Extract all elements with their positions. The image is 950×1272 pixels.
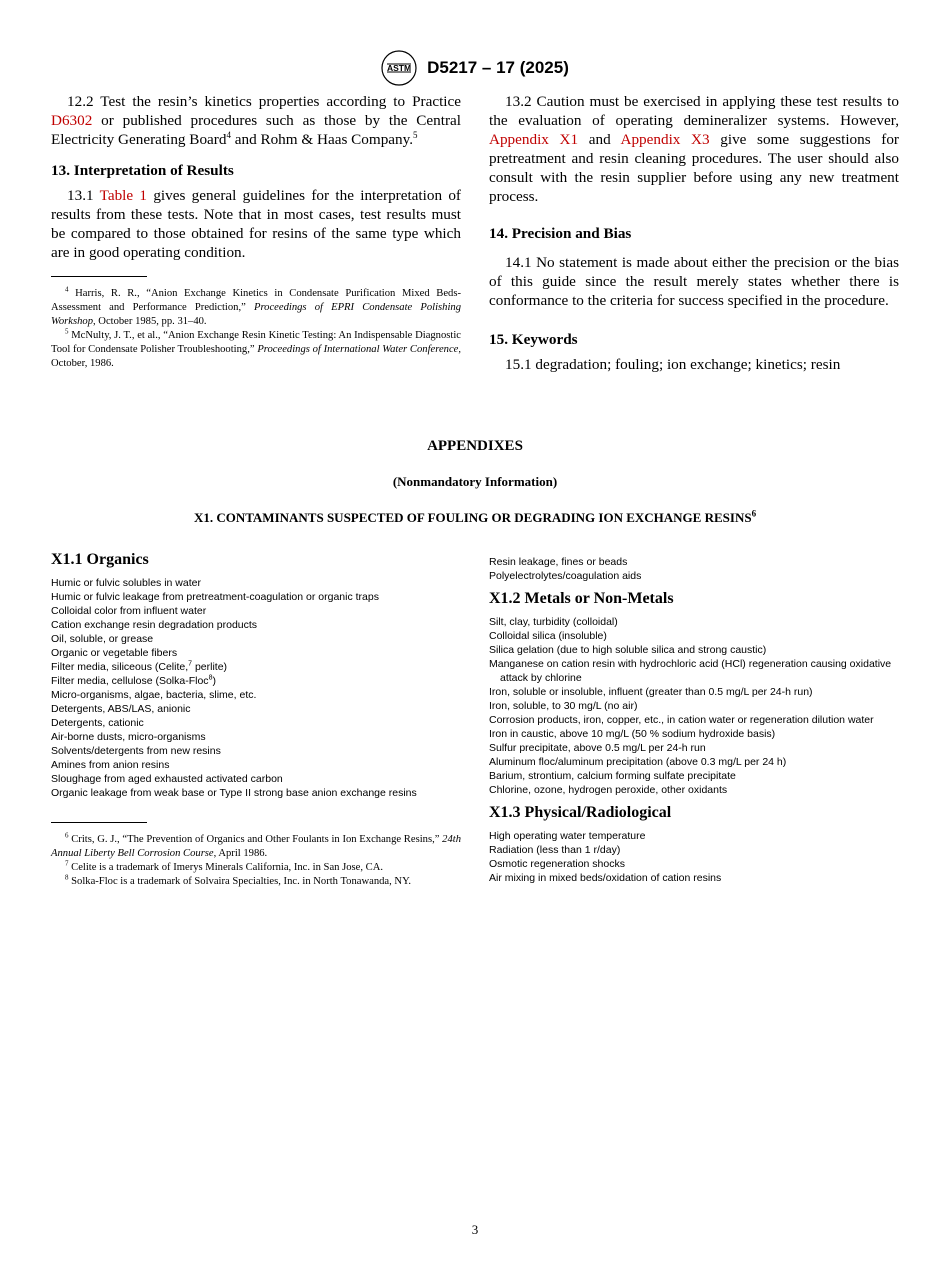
footnote-divider	[51, 822, 147, 823]
list-item: Oil, soluble, or grease	[51, 633, 154, 645]
list-item: Cation exchange resin degradation products	[51, 619, 258, 631]
footnote-ref-7[interactable]: 7	[188, 660, 193, 668]
appendix-x1-link[interactable]: Appendix X1	[489, 131, 579, 148]
paragraph-15-1: 15.1 degradation; fouling; ion exchange; kinetics; resin	[505, 356, 841, 373]
footnote-8: $^8$ Solka-Floc is a trademark of Solvaira Specialties, Inc. in North Tonawanda, NY.	[65, 873, 411, 887]
footnotes-top	[51, 287, 461, 371]
metals-list	[489, 615, 909, 797]
section-14-heading: 14. Precision and Bias	[489, 225, 632, 242]
footnote-4: $^4$ Harris, R. R., “Anion Exchange Kinetics in Condensate Purification Mixed Beds-Assessment and Performance Prediction,” Proceedings of EPRI Condensate Polishing Workshop, October 1985, pp. 31–40.	[51, 285, 461, 327]
footnote-ref-8[interactable]: 8	[208, 674, 213, 682]
x1-1-heading: X1.1 Organics	[51, 551, 149, 568]
footnotes-bottom	[51, 833, 461, 889]
list-item: Filter media, cellulose (Solka-Floc$^8$)	[51, 674, 216, 687]
astm-logo-icon	[381, 50, 417, 86]
list-item: Amines from anion resins	[51, 759, 170, 771]
page-header	[0, 50, 950, 86]
paragraph-13-2: 13.2 Caution must be exercised in applying these test results to the evaluation of operating demineralizer systems. However, Appendix X1 and Appendix X3 give some suggestions for pretreatment and resin cleaning procedures. The user should also consult with the resin supplier before using any new treatment process.	[489, 93, 899, 205]
appendix-x3-link[interactable]: Appendix X3	[620, 131, 710, 148]
paragraph-13-1: 13.1 Table 1 gives general guidelines for the interpretation of results from these tests. Note that in most cases, test results must be compared to those obtained for resins of the same type which are in good operating condition.	[51, 187, 461, 261]
list-item: Colloidal color from influent water	[51, 605, 207, 617]
d6302-link[interactable]: D6302	[51, 112, 93, 129]
x1-3-heading: X1.3 Physical/Radiological	[489, 804, 672, 821]
section-15-heading: 15. Keywords	[489, 331, 578, 348]
physical-list	[489, 829, 909, 885]
footnote-ref-6[interactable]: 6	[751, 508, 757, 519]
footnote-ref-4[interactable]: 4	[226, 129, 231, 140]
list-item: Air-borne dusts, micro-organisms	[51, 731, 206, 743]
organics-list	[51, 576, 471, 800]
appendixes-title: APPENDIXES	[427, 438, 523, 454]
list-item: Manganese on cation resin with hydrochloric acid (HCl) regeneration causing oxidative attack by chlorine	[489, 658, 892, 684]
list-item: Detergents, ABS/LAS, anionic	[51, 703, 191, 715]
list-item: Air mixing in mixed beds/oxidation of cation resins	[489, 872, 722, 884]
list-item: Sulfur precipitate, above 0.5 mg/L per 24-h run	[489, 742, 706, 754]
list-item: Iron in caustic, above 10 mg/L (50 % sodium hydroxide basis)	[489, 728, 776, 740]
list-item: Silica gelation (due to high soluble silica and strong caustic)	[489, 644, 767, 656]
list-item: Iron, soluble or insoluble, influent (greater than 0.5 mg/L per 24-h run)	[489, 686, 813, 698]
lower-right-column	[489, 555, 909, 885]
list-item: Iron, soluble, to 30 mg/L (no air)	[489, 700, 638, 712]
list-item: Organic leakage from weak base or Type II strong base anion exchange resins	[51, 787, 417, 799]
right-column	[489, 92, 899, 374]
list-item: Radiation (less than 1 r/day)	[489, 844, 621, 856]
footnote-6: $^6$ Crits, G. J., “The Prevention of Organics and Other Foulants in Ion Exchange Resins,” 24th Annual Liberty Bell Corrosion Course, April 1986.	[51, 831, 461, 859]
list-item: Detergents, cationic	[51, 717, 144, 729]
list-item: High operating water temperature	[489, 830, 646, 842]
page-number: 3	[471, 1222, 479, 1237]
x1-2-heading: X1.2 Metals or Non-Metals	[489, 590, 674, 607]
list-item: Filter media, siliceous (Celite,$^7$ perlite)	[51, 660, 228, 673]
list-item: Osmotic regeneration shocks	[489, 858, 625, 870]
list-item: Micro-organisms, algae, bacteria, slime, etc.	[51, 689, 257, 701]
list-item: Aluminum floc/aluminum precipitation (above 0.3 mg/L per 24 h)	[489, 756, 787, 768]
list-item: Resin leakage, fines or beads	[489, 556, 628, 568]
appendix-x1-title: X1. CONTAMINANTS SUSPECTED OF FOULING OR DEGRADING ION EXCHANGE RESINS$^6$	[193, 508, 757, 525]
appendixes-subtitle: (Nonmandatory Information)	[392, 474, 558, 489]
footnote-5: $^5$ McNulty, J. T., et al., “Anion Exchange Resin Kinetic Testing: An Indispensable Diagnostic Tool for Condensate Polisher Troubleshooting,” Proceedings of International Water Conference, October, 1986.	[51, 327, 462, 369]
list-item: Sloughage from aged exhausted activated carbon	[51, 773, 283, 785]
organics-list-continued	[489, 555, 909, 583]
footnote-ref-5[interactable]: 5	[413, 129, 418, 140]
lower-left-column	[51, 550, 471, 889]
list-item: Colloidal silica (insoluble)	[489, 630, 607, 642]
list-item: Polyelectrolytes/coagulation aids	[489, 570, 642, 582]
list-item: Humic or fulvic solubles in water	[51, 577, 201, 589]
section-13-heading: 13. Interpretation of Results	[51, 162, 234, 179]
list-item: Humic or fulvic leakage from pretreatment-coagulation or organic traps	[51, 591, 379, 603]
astm-logo-text: ASTM	[387, 63, 412, 73]
left-column	[51, 92, 461, 371]
list-item: Silt, clay, turbidity (colloidal)	[489, 616, 618, 628]
list-item: Barium, strontium, calcium forming sulfate precipitate	[489, 770, 736, 782]
standard-designation: D5217 – 17 (2025)	[427, 58, 569, 77]
table-1-link[interactable]: Table 1	[99, 187, 148, 204]
paragraph-14-1: 14.1 No statement is made about either the precision or the bias of this guide since the result merely states whether there is conformance to the criteria for success specified in the procedure.	[489, 254, 899, 309]
list-item: Corrosion products, iron, copper, etc., in cation water or regeneration dilution water	[489, 714, 874, 726]
footnote-7: $^7$ Celite is a trademark of Imerys Minerals California, Inc. in San Jose, CA.	[65, 859, 383, 873]
footnote-divider	[51, 276, 147, 277]
list-item: Chlorine, ozone, hydrogen peroxide, other oxidants	[489, 784, 728, 796]
paragraph-12-2: 12.2 Test the resin’s kinetics properties according to Practice D6302 or published procedures such as those by the Central Electricity Generating Board$^4$ and Rohm & Haas Company.$^5$	[51, 93, 461, 148]
list-item: Organic or vegetable fibers	[51, 647, 178, 659]
list-item: Solvents/detergents from new resins	[51, 745, 221, 757]
